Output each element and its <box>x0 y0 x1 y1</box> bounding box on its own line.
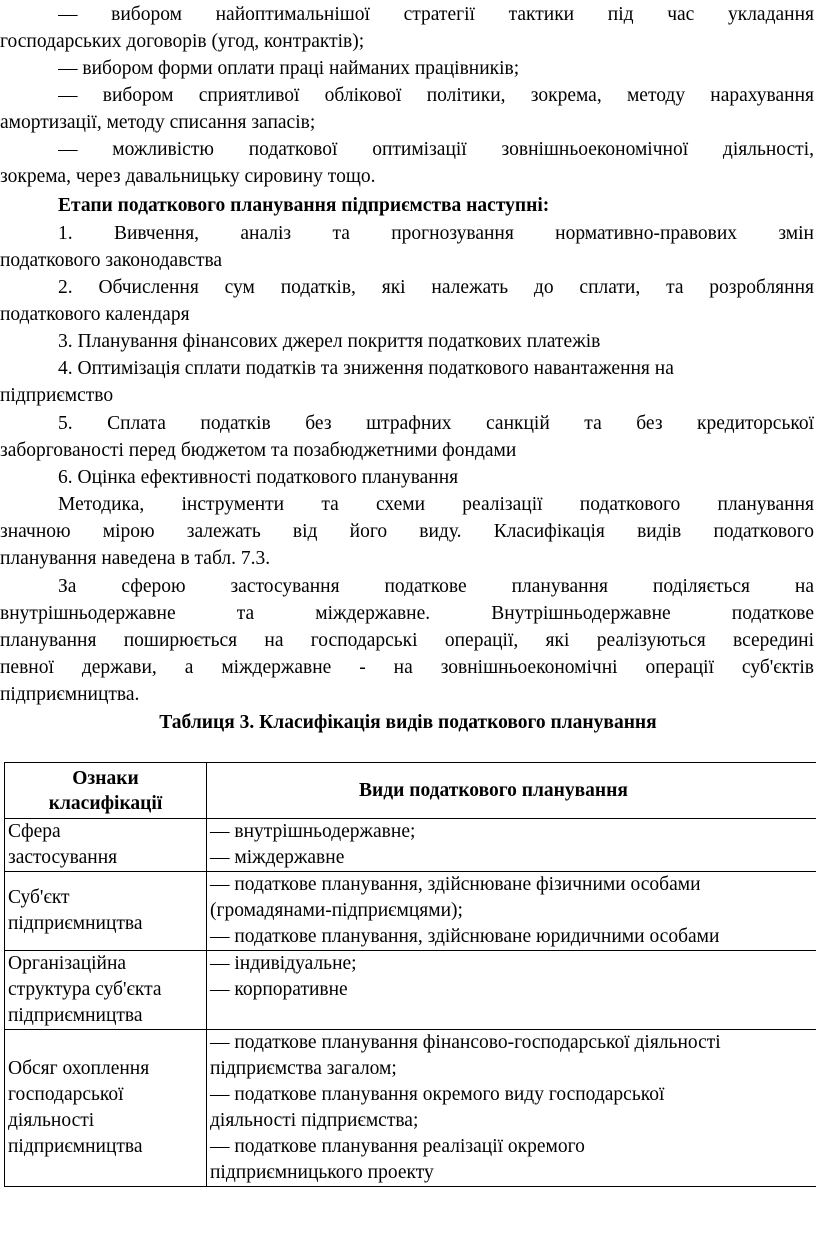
header-text: Види податкового планування <box>359 780 628 801</box>
cell-text: — податкове планування реалізації окремого <box>210 1136 585 1157</box>
cell-text: підприємницького проекту <box>210 1162 434 1183</box>
text-line: Методика, інструменти та схеми реалізації податкового планування <box>58 494 814 515</box>
text-line: 2. Обчислення сум податків, які належать до сплати, та розробляння <box>58 277 814 298</box>
text-line: підприємництва. <box>0 684 140 705</box>
cell-text: діяльності підприємства; <box>210 1110 419 1131</box>
cell-text: господарської <box>8 1084 124 1105</box>
header-text: класифікації <box>48 792 163 814</box>
table-row <box>5 951 816 1030</box>
cell-text: Обсяг охоплення <box>8 1058 150 1079</box>
text-line: 5. Сплата податків без штрафних санкцій та без кредиторської <box>58 413 814 434</box>
cell-text: підприємництва <box>8 1136 143 1157</box>
cell-text: підприємництва <box>8 913 143 934</box>
types-cell <box>207 951 816 1030</box>
cell-text: — корпоративне <box>210 979 348 1000</box>
header-cell-types <box>207 763 816 819</box>
cell-text: — податкове планування, здійснюване юридичними особами <box>210 926 720 947</box>
cell-text: Організаційна <box>8 953 127 974</box>
text-line: підприємство <box>0 385 114 406</box>
cell-text: діяльності <box>8 1110 95 1131</box>
table-header-row <box>5 763 816 819</box>
header-text: Ознаки <box>72 767 139 789</box>
cell-text: Сфера <box>8 821 61 842</box>
cell-text: — внутрішньодержавне; <box>210 821 416 842</box>
sign-cell <box>5 819 207 872</box>
text-line: — вибором форми оплати праці найманих працівників; <box>58 58 520 79</box>
cell-text: структура суб'єкта <box>8 979 162 1000</box>
text-line: 3. Планування фінансових джерел покриття податкових платежів <box>58 331 601 352</box>
text-line: — можливістю податкової оптимізації зовнішньоекономічної діяльності, <box>58 139 814 160</box>
sign-cell <box>5 872 207 951</box>
text-line: планування наведена в табл. 7.3. <box>0 548 271 569</box>
cell-text: — міждержавне <box>210 847 345 868</box>
types-cell <box>207 1030 816 1187</box>
cell-text: — податкове планування фінансово-господарської діяльності <box>210 1032 721 1053</box>
text-line: планування поширюється на господарські операції, які реалізуються всередині <box>0 630 814 651</box>
text-line: податкового законодавства <box>0 250 223 271</box>
header-cell-signs <box>5 763 207 819</box>
text-line: — вибором найоптимальнішої стратегії тактики під час укладання <box>58 4 814 25</box>
text-line: — вибором сприятливої облікової політики, зокрема, методу нарахування <box>58 85 814 106</box>
text-line: 6. Оцінка ефективності податкового планування <box>58 467 459 488</box>
text-line: амортизації, методу списання запасів; <box>0 112 316 133</box>
section-heading: Етапи податкового планування підприємства наступні: <box>58 195 550 216</box>
cell-text: (громадянами-підприємцями); <box>210 900 463 921</box>
types-cell <box>207 819 816 872</box>
text-line: податкового календаря <box>0 304 190 325</box>
table-row <box>5 872 816 951</box>
text-line: певної держави, а міждержавне - на зовнішньоекономічні операції суб'єктів <box>0 657 814 678</box>
cell-text: підприємства загалом; <box>210 1058 397 1079</box>
cell-text: застосування <box>8 847 118 868</box>
text-line: значною мірою залежать від його виду. Класифікація видів податкового <box>0 521 814 542</box>
cell-text: — індивідуальне; <box>210 953 357 974</box>
cell-text: — податкове планування окремого виду господарської <box>210 1084 665 1105</box>
classification-table <box>4 762 816 1187</box>
text-line: зокрема, через давальницьку сировину тощо. <box>0 166 376 187</box>
cell-text: підприємництва <box>8 1005 143 1026</box>
table-row <box>5 1030 816 1187</box>
cell-text: Суб'єкт <box>8 887 70 908</box>
table-row <box>5 819 816 872</box>
sign-cell <box>5 1030 207 1187</box>
text-line: За сферою застосування податкове планування поділяється на <box>58 576 814 597</box>
sign-cell <box>5 951 207 1030</box>
text-line: 4. Оптимізація сплати податків та зниження податкового навантаження на <box>58 358 674 379</box>
text-line: господарських договорів (угод, контрактів); <box>0 31 365 52</box>
text-line: внутрішньодержавне та міждержавне. Внутрішньодержавне податкове <box>0 603 814 624</box>
text-line: 1. Вивчення, аналіз та прогнозування нормативно-правових змін <box>58 223 814 244</box>
table-caption: Таблиця 3. Класифікація видів податкового планування <box>159 712 657 733</box>
text-line: заборгованості перед бюджетом та позабюджетними фондами <box>0 440 517 461</box>
cell-text: — податкове планування, здійснюване фізичними особами <box>210 874 701 895</box>
types-cell <box>207 872 816 951</box>
